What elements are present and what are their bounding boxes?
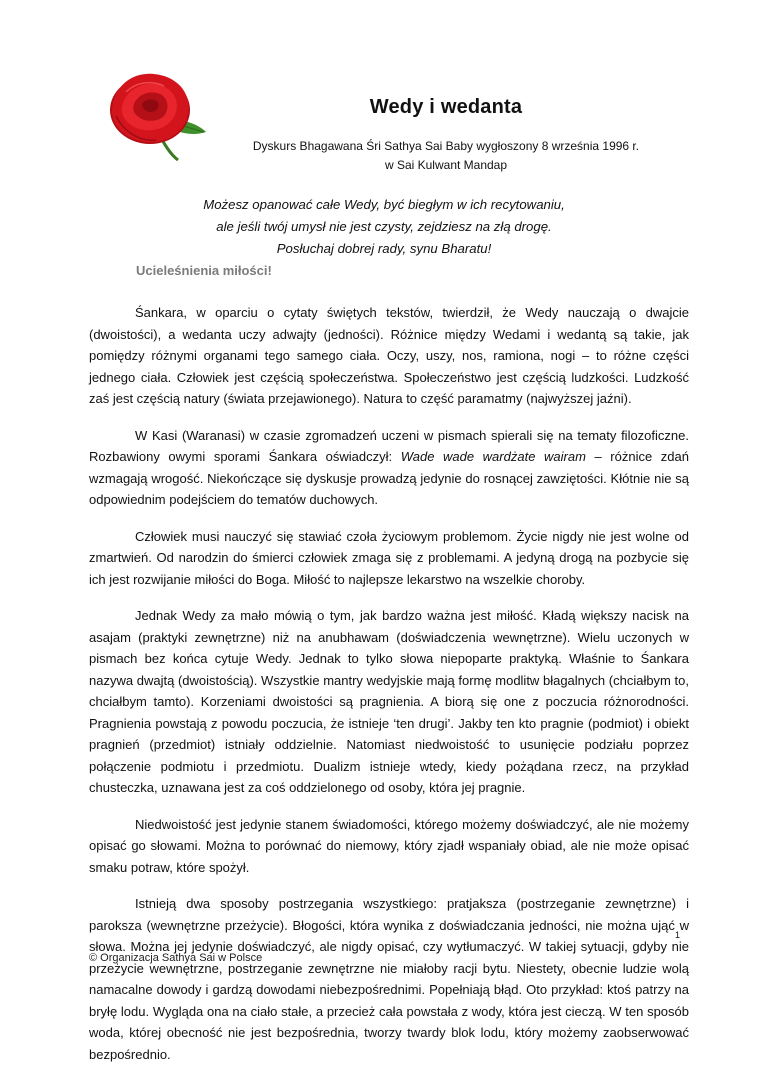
quote-line-1: Możesz opanować całe Wedy, być biegłym w ich recytowaniu, [203,197,565,212]
epigraph-quote [0,194,768,260]
paragraph-2-text-b: – różnice zdań wzmagają wrogość. Niekończące się dyskusje prowadzą jedynie do rosnącej zawziętości. Kłótnie nie są odpowiednim podejściem do tematów duchowych. [89,449,689,507]
paragraph-2-text-a: W Kasi (Waranasi) w czasie zgromadzeń uczeni w pismach spierali się na tematy filozoficzne. Rozbawiony owymi sporami Śankara oświadczył: [89,427,689,464]
footer-copyright: © Organizacja Sathya Sai w Polsce [89,952,263,964]
subtitle-line-2: w Sai Kulwant Mandap [384,158,508,172]
paragraph-6: Istnieją dwa sposoby postrzegania wszystkiego: pratjaksza (postrzeganie zewnętrzne) i paroksza (wewnętrzne przeżycie). Błogości, która wynika z doświadczania jedności, nie można ująć w słowa. Można jej jedynie doświadczyć, ale nigdy opisać, czy wytłumaczyć. W takiej sytuacji, gdyby nie przeżycie wewnętrzne, postrzeganie zewnętrzne nie miałoby racji bytu. Niestety, obecnie ludzie wolą namacalne dowody i gardzą dowodami niebezpośrednimi. Popełniają błąd. Oto przykład: ktoś patrzy na bryłę lodu. Wygląda ona na ciało stałe, a przecież cała powstała z wody, która jest cieczą. W ten sposób woda, której obecność nie jest bezpośrednia, tworzy twardy blok lodu, który możemy zaobserwować bezpośrednio. [89,896,689,1062]
document-subtitle [0,137,768,175]
quote-line-3: Posłuchaj dobrej rady, synu Bharatu! [276,241,492,256]
paragraph-3: Człowiek musi nauczyć się stawiać czoła życiowym problemom. Życie nigdy nie jest wolne od zmartwień. Od narodzin do śmierci człowiek zmaga się z problemami. A jedyną drogą na pozbycie się ich jest rozwijanie miłości do Boga. Miłość to najlepsze lekarstwo na wszelkie choroby. [89,528,689,587]
document-title: Wedy i wedanta [369,96,523,118]
quote-line-2: ale jeśli twój umysł nie jest czysty, zejdziesz na złą drogę. [216,219,552,234]
subtitle-line-1: Dyskurs Bhagawana Śri Sathya Sai Baby wygłoszony 8 września 1996 r. [252,139,640,153]
paragraph-2 [89,425,689,511]
paragraph-2-sanskrit-phrase: Wade wade wardżate wairam [400,449,586,464]
paragraph-4: Jednak Wedy za mało mówią o tym, jak bardzo ważna jest miłość. Kładą większy nacisk na asajam (praktyki zewnętrzne) niż na anubhawam (doświadczenia wewnętrzne). Wielu uczonych w pismach bez końca cytuje Wedy. Jednak to tylko słowa niepoparte praktyką. Właśnie to Śankara nazywa dwajtą (dwoistością). Wszystkie mantry wedyjskie mają formę modlitw błagalnych (chciałbym to, chciałbym tamto). Korzeniami dwoistości są pragnienia. A biorą się one z poczucia różnorodności. Pragnienia powstają z powodu poczucia, że istnieje ‘ten drugi’. Jakby ten kto pragnie (podmiot) i obiekt pragnień (przedmiot) istniały oddzielnie. Natomiast niedwoistość to usunięcie podziału poprzez połączenie podmiotu i przedmiotu. Dualizm istnieje wtedy, kiedy pożądana rzecz, na przykład chusteczka, uznawana jest za coś oddzielonego od osoby, która jej pragnie. [89,608,689,795]
paragraph-1: Śankara, w oparciu o cytaty świętych tekstów, twierdził, że Wedy nauczają o dwajcie (dwoistości), a wedanta uczy adwajty (jedności). Różnice między Wedami i wedantą są takie, jak pomiędzy różnymi organami tego samego ciała. Oczy, uszy, nos, ramiona, nogi – to różne części jednego ciała. Człowiek jest częścią społeczeństwa. Społeczeństwo jest częścią ludzkości. Ludzkość zaś jest częścią natury (świata przejawionego). Natura to część paramatmy (najwyższej jaźni). [89,305,689,406]
page-number: 1 [674,930,680,940]
paragraph-5: Niedwoistość jest jedynie stanem świadomości, którego możemy doświadczyć, ale nie możemy opisać go słowami. Można to porównać do niemowy, który zjadł wspaniały obiad, ale nie może opisać smaku potraw, które spożył. [89,816,689,875]
salutation: Ucieleśnienia miłości! [136,263,272,278]
